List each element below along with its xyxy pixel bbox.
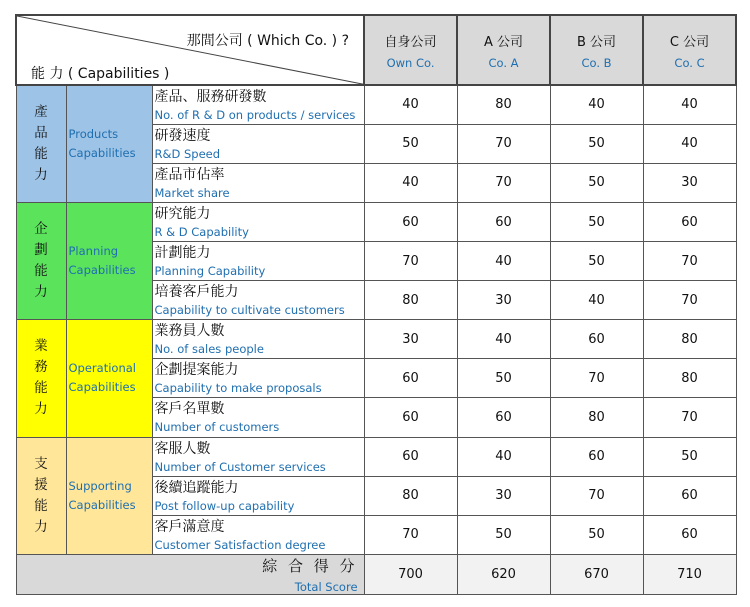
score-cell: 80 [643, 320, 736, 359]
category-zh-char: 援 [34, 476, 48, 493]
column-header-zh: B 公司 [577, 34, 617, 50]
capability-item-zh: 產品、服務研發數 [154, 89, 267, 106]
total-score-cell: 700 [364, 554, 457, 594]
category-zh-char: 力 [34, 401, 48, 418]
score-cell: 60 [643, 202, 736, 241]
capability-item-en: No. of R & D on products / services [154, 108, 356, 123]
column-header-zh: C 公司 [669, 34, 710, 50]
total-score-cell: 670 [550, 554, 643, 594]
capability-item-en: No. of sales people [154, 342, 264, 357]
score-cell: 70 [550, 359, 643, 398]
category-zh-char: 能 [34, 146, 48, 163]
capability-item-en: Capability to cultivate customers [154, 303, 345, 318]
score-cell: 70 [457, 124, 550, 163]
capability-item-en: Market share [154, 185, 230, 200]
score-cell: 60 [364, 398, 457, 437]
category-en-cell [66, 437, 152, 554]
category-zh-char: 企 [34, 221, 48, 238]
category-zh-char: 業 [34, 338, 48, 355]
capability-item-zh: 研究能力 [154, 205, 211, 222]
column-header-zh: 自身公司 [384, 34, 437, 50]
category-zh-char: 支 [34, 455, 48, 472]
category-en-line: Capabilities [68, 497, 136, 512]
score-cell: 40 [364, 85, 457, 124]
category-zh-char: 能 [34, 497, 48, 514]
capability-item-en: Post follow-up capability [154, 498, 295, 513]
score-cell: 70 [457, 163, 550, 202]
capability-item-zh: 後續追蹤能力 [154, 479, 239, 496]
score-cell: 50 [550, 124, 643, 163]
category-en-line: Products [68, 127, 119, 142]
category-zh-char: 能 [34, 263, 48, 280]
capability-item-zh: 產品市佔率 [154, 166, 225, 183]
category-zh-cell [16, 202, 66, 319]
capability-item-cell [152, 515, 364, 554]
score-cell: 60 [457, 202, 550, 241]
total-score-row [16, 554, 736, 594]
capability-item-en: Capability to make proposals [154, 381, 322, 396]
capability-item-zh: 客戶名單數 [154, 401, 225, 418]
category-zh-char: 力 [34, 284, 48, 301]
which-company-label: 那間公司 ( Which Co. ) ? [186, 33, 350, 49]
category-zh-cell [16, 437, 66, 554]
score-cell: 60 [550, 437, 643, 476]
capability-item-zh: 客服人數 [154, 440, 211, 457]
capabilities-label: 能 力 ( Capabilities ) [31, 66, 170, 83]
column-header-en: Co. A [488, 55, 519, 70]
score-cell: 50 [550, 242, 643, 281]
category-zh-char: 能 [34, 380, 48, 397]
table-row [16, 437, 736, 476]
category-en-cell [66, 85, 152, 202]
category-en-line: Capabilities [68, 380, 136, 395]
score-cell: 50 [457, 515, 550, 554]
capability-item-zh: 企劃提案能力 [154, 362, 239, 379]
category-en-line: Capabilities [68, 146, 136, 161]
score-cell: 80 [550, 398, 643, 437]
capability-item-zh: 研發速度 [154, 127, 211, 144]
score-cell: 40 [364, 163, 457, 202]
header-corner-cell [16, 15, 364, 85]
column-header-3 [643, 15, 736, 85]
capability-item-cell [152, 359, 364, 398]
score-cell: 40 [643, 124, 736, 163]
capability-item-en: Customer Satisfaction degree [154, 537, 326, 552]
table-row [16, 202, 736, 241]
score-cell: 60 [643, 515, 736, 554]
score-cell: 80 [643, 359, 736, 398]
total-score-label-en: Total Score [294, 579, 358, 594]
table-row [16, 85, 736, 124]
score-cell: 40 [457, 437, 550, 476]
capability-item-cell [152, 398, 364, 437]
score-cell: 70 [550, 476, 643, 515]
capability-item-zh: 計劃能力 [154, 245, 211, 262]
category-en-cell [66, 320, 152, 437]
category-en-line: Planning [68, 244, 119, 259]
category-zh-char: 務 [34, 359, 48, 376]
total-score-cell: 710 [643, 554, 736, 594]
category-en-line: Supporting [68, 478, 132, 493]
category-zh-cell [16, 85, 66, 202]
capability-item-cell [152, 124, 364, 163]
score-cell: 50 [643, 437, 736, 476]
total-score-label-cell [16, 554, 364, 594]
score-cell: 60 [364, 437, 457, 476]
score-cell: 60 [364, 359, 457, 398]
total-score-cell: 620 [457, 554, 550, 594]
score-cell: 80 [457, 85, 550, 124]
column-header-0 [364, 15, 457, 85]
capability-item-en: R & D Capability [154, 224, 249, 239]
score-cell: 80 [364, 281, 457, 320]
score-cell: 40 [457, 242, 550, 281]
score-cell: 30 [457, 281, 550, 320]
capability-item-zh: 培養客戶能力 [154, 284, 239, 301]
score-cell: 40 [550, 85, 643, 124]
score-cell: 70 [643, 398, 736, 437]
column-header-zh: A 公司 [484, 34, 524, 50]
score-cell: 50 [550, 515, 643, 554]
score-cell: 60 [364, 202, 457, 241]
column-header-en: Co. B [581, 55, 612, 70]
table-row [16, 320, 736, 359]
capability-item-en: R&D Speed [154, 146, 221, 161]
column-header-1 [457, 15, 550, 85]
column-header-en: Own Co. [386, 55, 435, 70]
capability-item-cell [152, 85, 364, 124]
capability-item-zh: 客戶滿意度 [154, 518, 225, 535]
score-cell: 30 [364, 320, 457, 359]
capability-item-en: Number of Customer services [154, 459, 326, 474]
category-en-line: Operational [68, 361, 136, 376]
category-en-line: Capabilities [68, 263, 136, 278]
score-cell: 70 [643, 281, 736, 320]
capability-item-cell [152, 202, 364, 241]
category-zh-char: 劃 [34, 242, 48, 259]
score-cell: 40 [550, 281, 643, 320]
capability-item-en: Number of customers [154, 420, 280, 435]
total-score-label-zh: 綜 合 得 分 [262, 556, 358, 575]
capability-item-cell [152, 476, 364, 515]
category-zh-char: 力 [34, 518, 48, 535]
category-zh-char: 產 [34, 104, 48, 121]
score-cell: 70 [364, 515, 457, 554]
score-cell: 30 [643, 163, 736, 202]
column-header-en: Co. C [674, 55, 705, 70]
score-cell: 50 [457, 359, 550, 398]
capability-item-cell [152, 437, 364, 476]
score-cell: 50 [550, 202, 643, 241]
score-cell: 70 [643, 242, 736, 281]
score-cell: 50 [364, 124, 457, 163]
category-zh-char: 力 [34, 167, 48, 184]
score-cell: 40 [643, 85, 736, 124]
category-zh-char: 品 [34, 125, 48, 142]
score-cell: 30 [457, 476, 550, 515]
capability-item-cell [152, 320, 364, 359]
score-cell: 70 [364, 242, 457, 281]
capability-item-en: Planning Capability [154, 264, 266, 279]
capability-item-cell [152, 281, 364, 320]
score-cell: 60 [457, 398, 550, 437]
score-cell: 80 [364, 476, 457, 515]
category-en-cell [66, 202, 152, 319]
score-cell: 40 [457, 320, 550, 359]
header-row [16, 15, 736, 85]
capability-item-cell [152, 163, 364, 202]
score-cell: 50 [550, 163, 643, 202]
score-cell: 60 [643, 476, 736, 515]
capability-comparison-table [15, 14, 737, 595]
column-header-2 [550, 15, 643, 85]
score-cell: 60 [550, 320, 643, 359]
capability-item-zh: 業務員人數 [154, 323, 225, 340]
category-zh-cell [16, 320, 66, 437]
capability-item-cell [152, 242, 364, 281]
